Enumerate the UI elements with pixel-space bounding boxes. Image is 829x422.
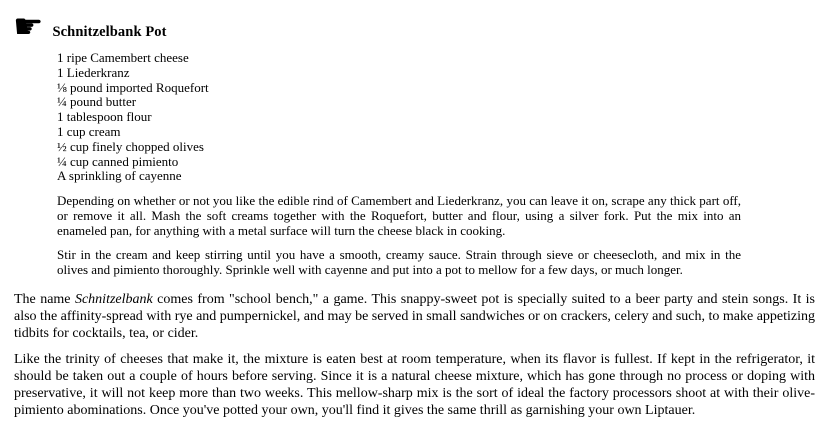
ingredient-line: 1 ripe Camembert cheese: [57, 50, 189, 65]
ingredient-line: ¼ pound butter: [57, 94, 137, 110]
manicule-right-icon: ☛: [13, 7, 44, 47]
ingredient-list: [57, 51, 829, 184]
ingredient-line: ⅛ pound imported Roquefort: [57, 79, 209, 95]
ingredient-line: 1 cup cream: [57, 123, 121, 139]
ingredient-line: 1 Liederkranz: [57, 64, 130, 80]
italic-term: Schnitzelbank: [74, 292, 153, 308]
ingredient-line: 1 tablespoon flour: [57, 109, 152, 125]
commentary-paragraph: [14, 291, 815, 342]
recipe-title: Schnitzelbank Pot: [52, 24, 167, 40]
commentary-paragraph: Like the trinity of cheeses that make it, the mixture is eaten best at room temperature, when its flavor is fullest. If kept in the refrigerator, it should be taken out a couple of hours before serving. Since it is a natural cheese mixture, which has gone through no process or doping with preservative, it will not keep more than two weeks. This mellow-sharp mix is the sort of ideal the factory processors shoot at with their olive-pimiento abominations. Once you've potted your own, you'll find it gives the same thrill as garnishing your own Liptauer.: [14, 352, 815, 419]
instruction-paragraph: Depending on whether or not you like the edible rind of Camembert and Liederkranz, you can leave it on, scrape any thick part off, or remove it all. Mash the soft creams together with the Roquefort, butter and flour, using a silver fork. Put the mix into an enameled pan, for anything with a metal surface will turn the cheese black in cooking.: [57, 193, 741, 239]
instruction-paragraph: Stir in the cream and keep stirring until you have a smooth, creamy sauce. Strain through sieve or cheesecloth, and mix in the olives and pimiento thoroughly. Sprinkle well with cayenne and put into a pot to mellow for a few days, or much longer.: [57, 247, 741, 278]
instruction-section: [57, 193, 741, 277]
ingredient-line: ½ cup finely chopped olives: [57, 138, 204, 154]
text-segment: The name: [14, 292, 75, 308]
ingredient-line: A sprinkling of cayenne: [57, 168, 182, 184]
recipe-header: [0, 0, 829, 47]
ingredient-line: ¼ cup canned pimiento: [57, 153, 179, 169]
commentary-section: [14, 291, 815, 419]
text-segment: comes from "school bench," a game. This snappy-sweet pot is specially suited to a beer party and stein songs. It is also the affinity-spread with rye and pumpernickel, and may be served in small sandwiches or on crackers, celery and such, to make appetizing tidbits for cocktails, tea, or cider.: [14, 292, 815, 342]
